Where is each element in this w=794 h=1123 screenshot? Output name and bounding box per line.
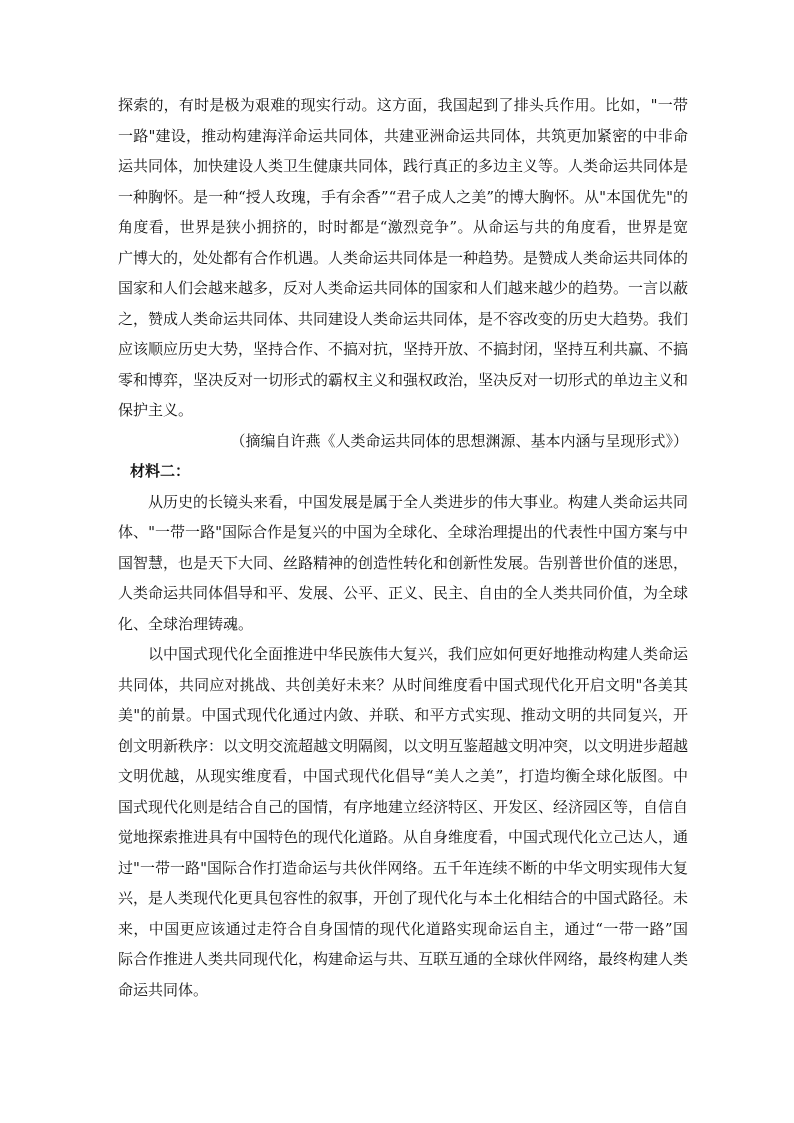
document-body bbox=[118, 90, 688, 1005]
material-one-source-citation: （摘编自许燕《人类命运共同体的思想渊源、基本内涵与呈现形式》） bbox=[230, 431, 688, 450]
material-one-paragraph: 探索的，有时是极为艰难的现实行动。这方面，我国起到了排头兵作用。比如，"一带一路"建设，推动构建海洋命运共同体，共建亚洲命运共同体，共筑更加紧密的中非命运共同体，加快建设人类卫生健康共同体，践行真正的多边主义等。人类命运共同体是一种胸怀。是一种“授人玫瑰，手有余香”“君子成人之美”的博大胸怀。从"本国优先"的角度看，世界是狭小拥挤的，时时都是“激烈竞争”。从命运与共的角度看，世界是宽广博大的，处处都有合作机遇。人类命运共同体是一种趋势。是赞成人类命运共同体的国家和人们会越来越多，反对人类命运共同体的国家和人们越来越少的趋势。一言以蔽之，赞成人类命运共同体、共同建设人类命运共同体，是不容改变的历史大趋势。我们应该顺应历史大势，坚持合作、不搞对抗，坚持开放、不搞封闭，坚持互利共赢、不搞零和博弈，坚决反对一切形式的霸权主义和强权政治，坚决反对一切形式的单边主义和保护主义。 bbox=[118, 96, 689, 419]
material-two-heading: 材料二： bbox=[130, 462, 191, 480]
material-two-paragraph-1: 从历史的长镜头来看，中国发展是属于全人类进步的伟大事业。构建人类命运共同体、"一带一路"国际合作是复兴的中国为全球化、全球治理提出的代表性中国方案与中国智慧，也是天下大同、丝路精神的创造性转化和创新性发展。告别普世价值的迷思，人类命运共同体倡导和平、发展、公平、正义、民主、自由的全人类共同价值，为全球化、全球治理铸魂。 bbox=[118, 492, 689, 633]
material-two-paragraph-2: 以中国式现代化全面推进中华民族伟大复兴，我们应如何更好地推动构建人类命运共同体，共同应对挑战、共创美好未来？从时间维度看中国式现代化开启文明"各美其美"的前景。中国式现代化通过内敛、并联、和平方式实现、推动文明的共同复兴，开创文明新秩序：以文明交流超越文明隔阂，以文明互鉴超越文明冲突，以文明进步超越文明优越，从现实维度看，中国式现代化倡导“美人之美”，打造均衡全球化版图。中国式现代化则是结合自己的国情，有序地建立经济特区、开发区、经济园区等，自信自觉地探索推进具有中国特色的现代化道路。从自身维度看，中国式现代化立己达人，通过"一带一路"国际合作打造命运与共伙伴网络。五千年连续不断的中华文明实现伟大复兴，是人类现代化更具包容性的叙事，开创了现代化与本土化相结合的中国式路径。未来，中国更应该通过走符合自身国情的现代化道路实现命运自主，通过“一带一路”国际合作推进人类共同现代化，构建命运与共、互联互通的全球伙伴网络，最终构建人类命运共同体。 bbox=[118, 645, 689, 999]
